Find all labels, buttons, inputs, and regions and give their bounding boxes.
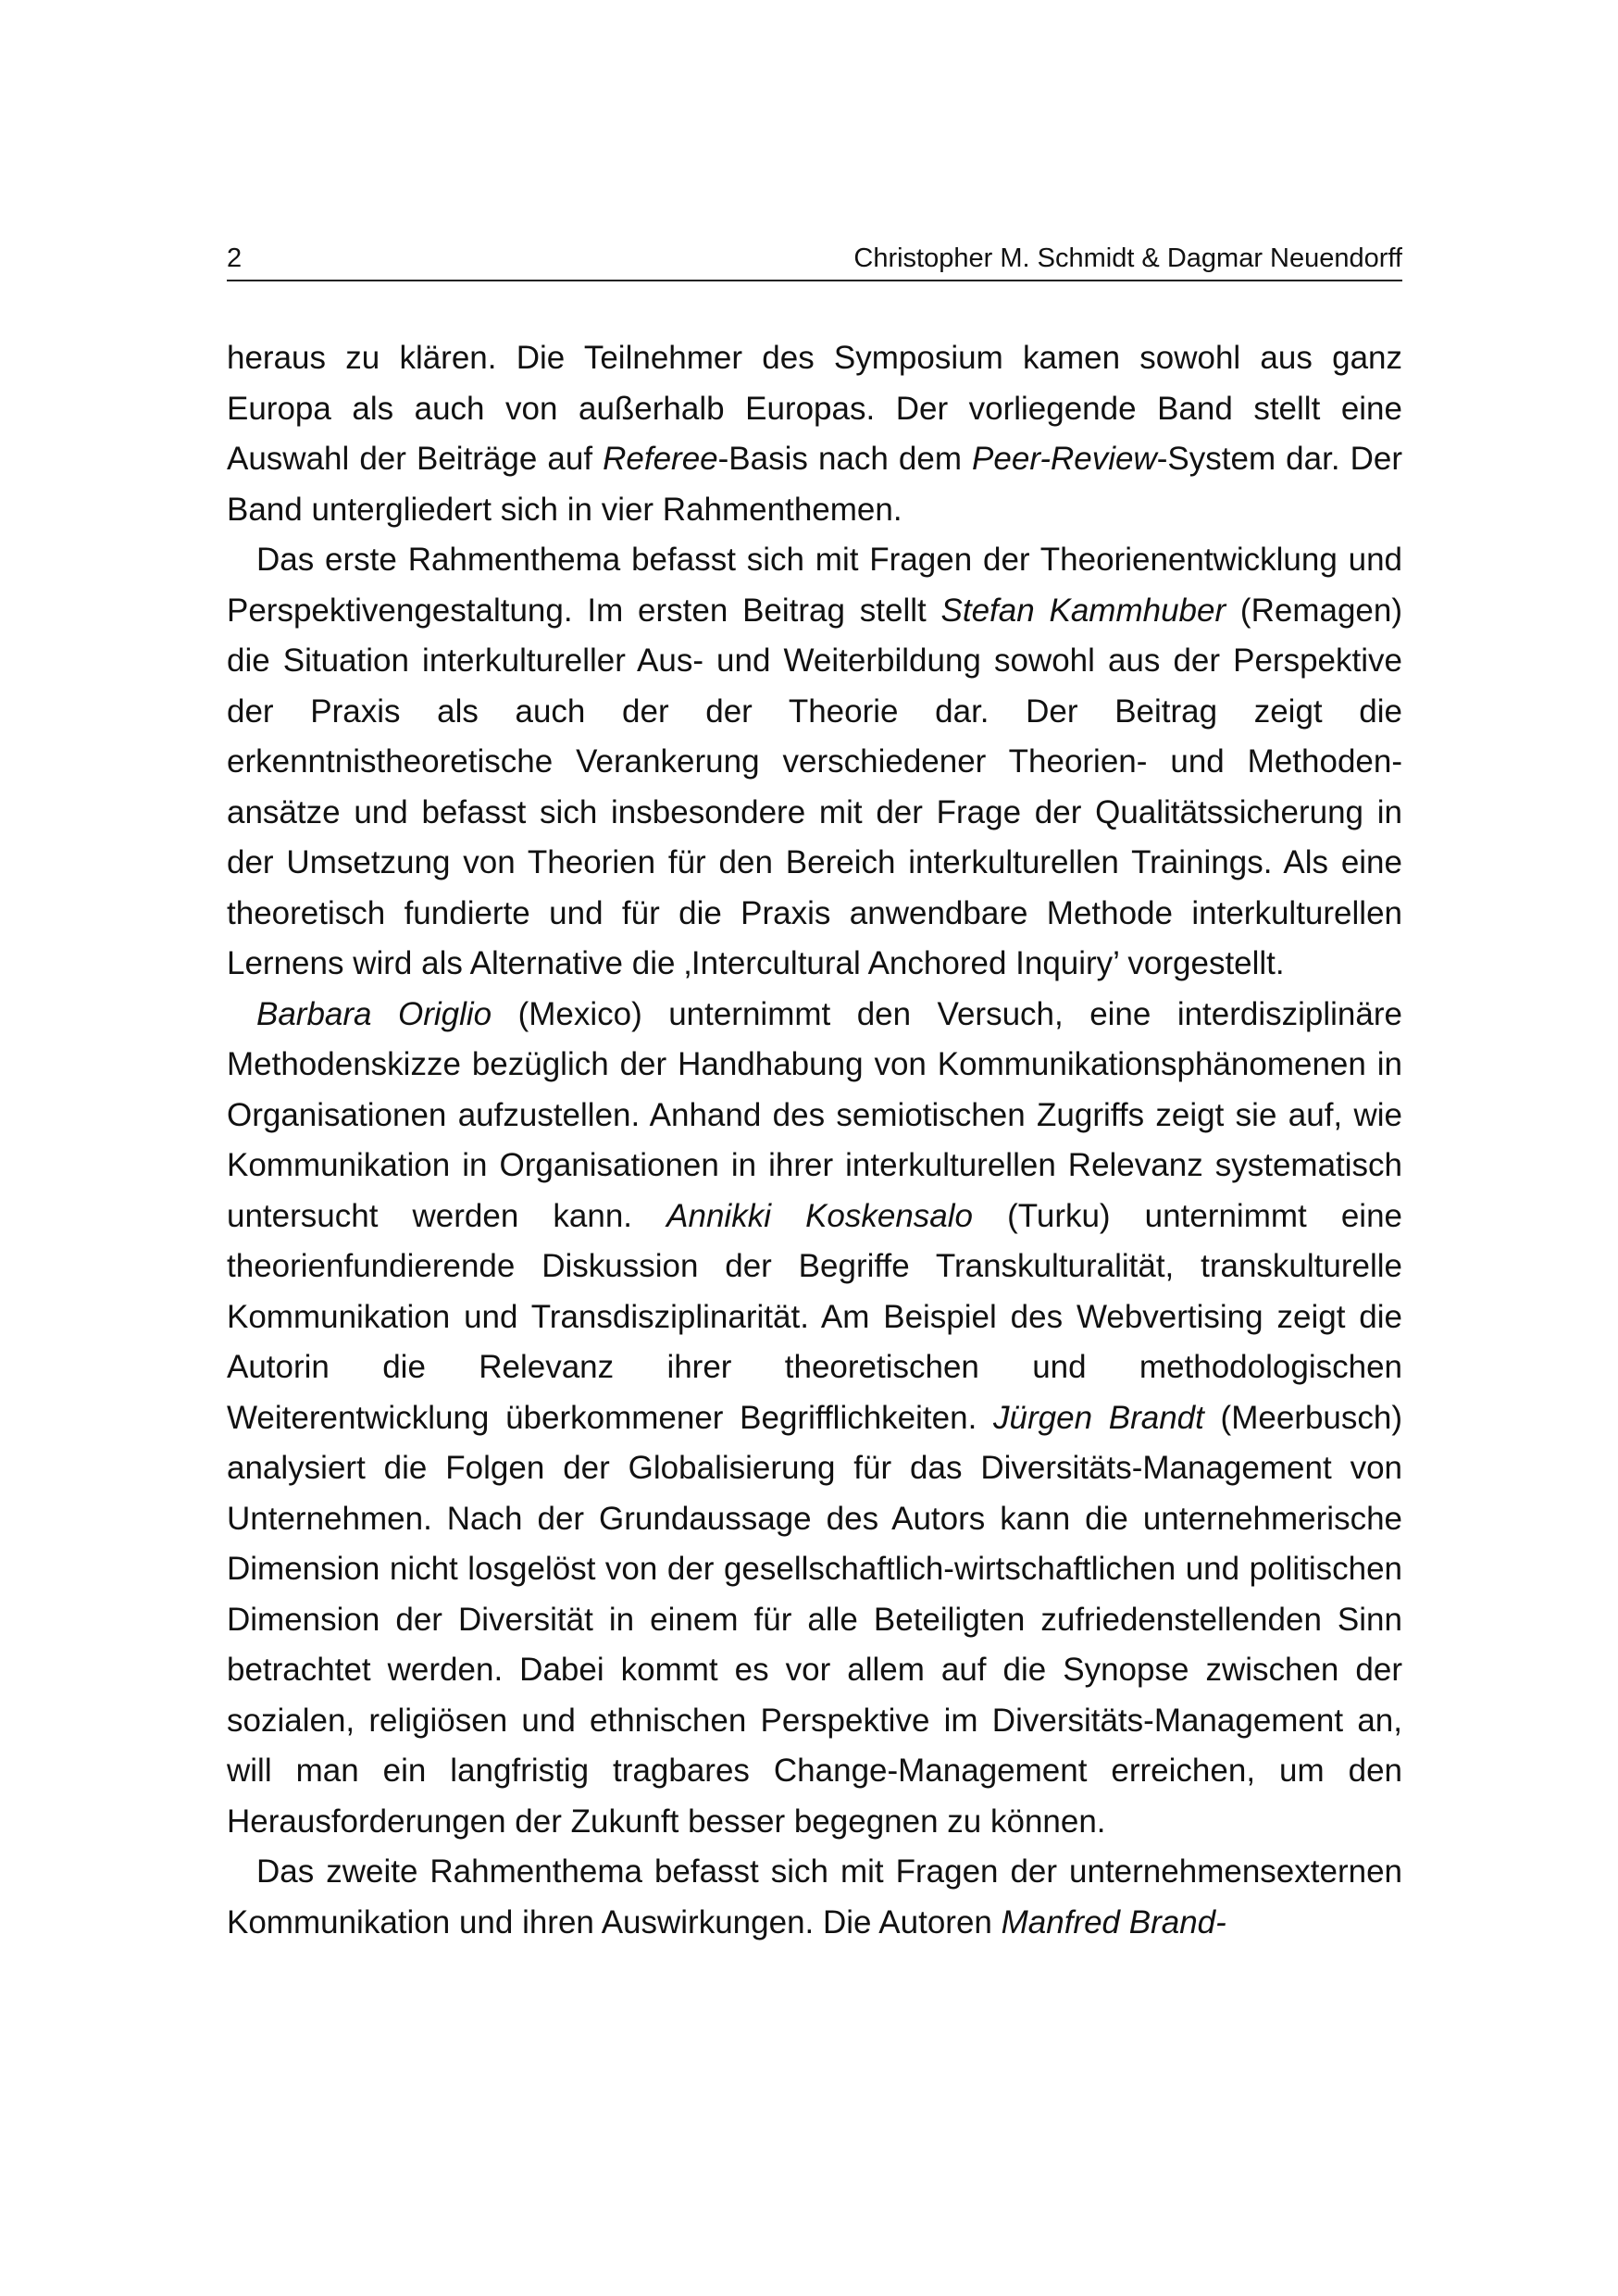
author-name: Manfred Brand- xyxy=(1001,1903,1226,1940)
text-segment: Das erste Rahmenthema befasst sich mit Fragen der Theorienentwicklung und Perspektivengestaltung. Im ersten Beitrag stellt xyxy=(227,542,1402,629)
author-name: Barbara Origlio xyxy=(256,995,492,1032)
text-segment: -Basis nach dem xyxy=(717,441,973,477)
italic-term: Peer-Review xyxy=(972,441,1157,477)
text-segment: (Meerbusch) analysiert die Folgen der Globalisierung für das Diversitäts-Management von Unternehmen. Nach der Grundaussage des Autors kann die unternehmerische Dimension nicht losgelöst von der gesellschaftlich-wirtschaftlichen und politischen Dimension der Diversität in einem für alle Beteiligten zufriedenstellenden Sinn betrachtet werden. Dabei kommt es vor allem auf die Synopse zwischen der sozialen, religiösen und ethnischen Perspektive im Diversitäts-Management an, will man ein langfristig tragbares Change-Management erreichen, um den Herausforderungen der Zukunft besser begegnen zu können. xyxy=(227,1399,1403,1840)
text-segment: -System dar. Der Band untergliedert sich in vier Rahmenthemen. xyxy=(227,441,1402,528)
body-text xyxy=(227,333,1402,1948)
running-head: Christopher M. Schmidt & Dagmar Neuendorff xyxy=(853,243,1402,273)
text-segment: (Remagen) die Situation interkultureller Aus- und Weiterbildung sowohl aus der Perspektive der Praxis als auch der der Theorie dar. Der Beitrag zeigt die erkenntnistheoretische Verankerung verschiedener Theorien- und Methodenansätze und befasst sich insbesondere mit der Frage der Qualitätssicherung in der Umsetzung von Theorien für den Bereich interkulturellen Trainings. Als eine theoretisch fundierte und für die Praxis anwendbare Methode interkulturellen Lernens wird als Alternative die ‚Intercultural Anchored Inquiry’ vorgestellt. xyxy=(227,592,1402,981)
page-header xyxy=(227,243,1402,281)
text-segment: (Mexico) unternimmt den Versuch, eine interdisziplinäre Methodenskizze bezüglich der Handhabung von Kommunikationsphänomenen in Organisationen aufzustellen. Anhand des semiotischen Zugriffs zeigt sie auf, wie Kommunikation in Organisationen in ihrer interkulturellen Relevanz systematisch untersucht werden kann. xyxy=(227,995,1402,1234)
author-name: Stefan Kammhuber xyxy=(940,592,1226,629)
paragraph xyxy=(227,990,1402,1848)
text-segment: heraus zu klären. Die Teilnehmer des Symposium kamen sowohl aus ganz Europa als auch von außerhalb Europas. Der vorliegende Band stellt eine Auswahl der Beiträge auf xyxy=(227,340,1402,477)
paragraph xyxy=(227,333,1402,535)
paragraph xyxy=(227,535,1402,990)
paragraph xyxy=(227,1847,1402,1948)
italic-term: Referee xyxy=(603,441,718,477)
text-segment: Das zweite Rahmenthema befasst sich mit Fragen der unternehmensexternen Kommunikation und ihren Auswirkungen. Die Autoren xyxy=(227,1853,1402,1940)
author-name: Annikki Koskensalo xyxy=(666,1197,974,1234)
text-segment: (Turku) unternimmt eine theorienfundierende Diskussion der Begriffe Transkulturalität, transkulturelle Kommunikation und Transdisziplinarität. Am Beispiel des Webvertising zeigt die Autorin die Relevanz ihrer theoretischen und methodologischen Weiterentwicklung überkommener Begrifflichkeiten. xyxy=(227,1197,1403,1436)
page-number: 2 xyxy=(227,243,243,273)
author-name: Jürgen Brandt xyxy=(993,1399,1204,1436)
